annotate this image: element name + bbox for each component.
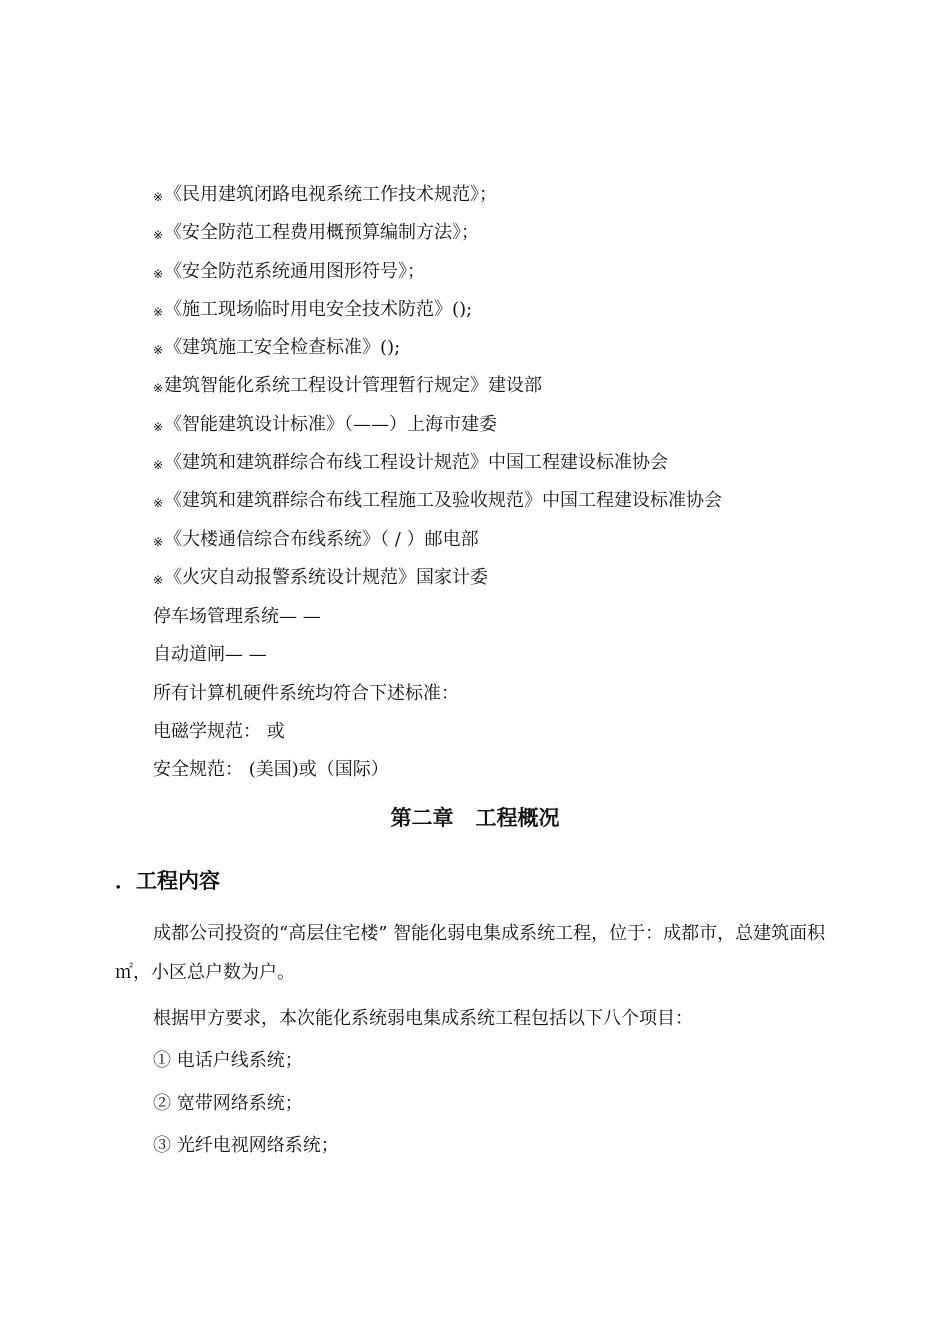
standard-text: 建筑智能化系统工程设计管理暂行规定》建设部 — [164, 375, 543, 397]
standard-text: 《民用建筑闭路电视系统工作技术规范》； — [164, 184, 498, 205]
reference-mark-icon: ※ — [153, 190, 164, 204]
hardware-standards-line: 所有计算机硬件系统均符合下述标准： — [153, 682, 459, 704]
standard-text: 《建筑施工安全检查标准》(); — [164, 337, 401, 359]
standard-item — [153, 563, 722, 601]
standards-notes — [153, 602, 459, 793]
reference-mark-icon: ※ — [153, 419, 164, 434]
project-intro-paragraph: 成都公司投资的“高层住宅楼” 智能化弱电集成系统工程，位于：成都市，总建筑面积㎡，小区总户数为户。 — [115, 923, 826, 983]
reference-mark-icon: ※ — [153, 496, 164, 511]
standard-text: 《建筑和建筑群综合布线工程设计规范》中国工程建设标准协会 — [164, 452, 669, 474]
chapter-title: 第二章 工程概况 — [390, 806, 560, 830]
project-item: ① 电话户线系统； — [153, 1050, 303, 1071]
safety-spec-line: 安全规范： (美国)或（国际） — [153, 759, 389, 781]
standard-item — [153, 333, 722, 371]
standard-item — [153, 180, 722, 218]
standard-text: 《火灾自动报警系统设计规范》国家计委 — [164, 566, 489, 588]
project-item: ② 宽带网络系统； — [153, 1092, 303, 1114]
standard-item — [153, 257, 722, 295]
standard-item — [153, 525, 722, 563]
standard-text: 《建筑和建筑群综合布线工程施工及验收规范》中国工程建设标准协会 — [164, 490, 723, 512]
standard-item — [153, 448, 722, 486]
standard-item — [153, 486, 722, 524]
reference-mark-icon: ※ — [153, 343, 164, 358]
reference-mark-icon: ※ — [153, 458, 164, 473]
reference-mark-icon: ※ — [153, 266, 164, 281]
standard-text: 《安全防范工程费用概预算编制方法》； — [164, 222, 480, 244]
reference-mark-icon: ※ — [153, 381, 164, 396]
reference-mark-icon: ※ — [153, 534, 164, 549]
standard-text: 《安全防范系统通用图形符号》； — [164, 260, 426, 282]
reference-mark-icon: ※ — [153, 572, 164, 587]
project-list — [153, 1044, 339, 1172]
standard-text: 《大楼通信综合布线系统》（ / ）邮电部 — [164, 528, 479, 550]
standards-list — [153, 180, 722, 601]
reference-mark-icon: ※ — [153, 228, 164, 243]
project-scope-paragraph: 根据甲方要求，本次能化系统弱电集成系统工程包括以下八个项目： — [153, 1008, 693, 1029]
emc-spec-line: 电磁学规范： 或 — [153, 720, 285, 742]
standard-text: 《施工现场临时用电安全技术防范》(); — [164, 298, 473, 320]
section-heading: ．工程内容 — [115, 869, 220, 893]
parking-system-line: 停车场管理系统— — — [153, 606, 321, 627]
reference-mark-icon: ※ — [153, 304, 164, 319]
standard-item — [153, 295, 722, 333]
auto-gate-line: 自动道闸— — — [153, 644, 267, 666]
standard-item — [153, 218, 722, 256]
standard-text: 《智能建筑设计标准》（——）上海市建委 — [164, 413, 498, 435]
project-item: ③ 光纤电视网络系统； — [153, 1135, 339, 1156]
standard-item — [153, 410, 722, 448]
standard-item — [153, 371, 722, 409]
